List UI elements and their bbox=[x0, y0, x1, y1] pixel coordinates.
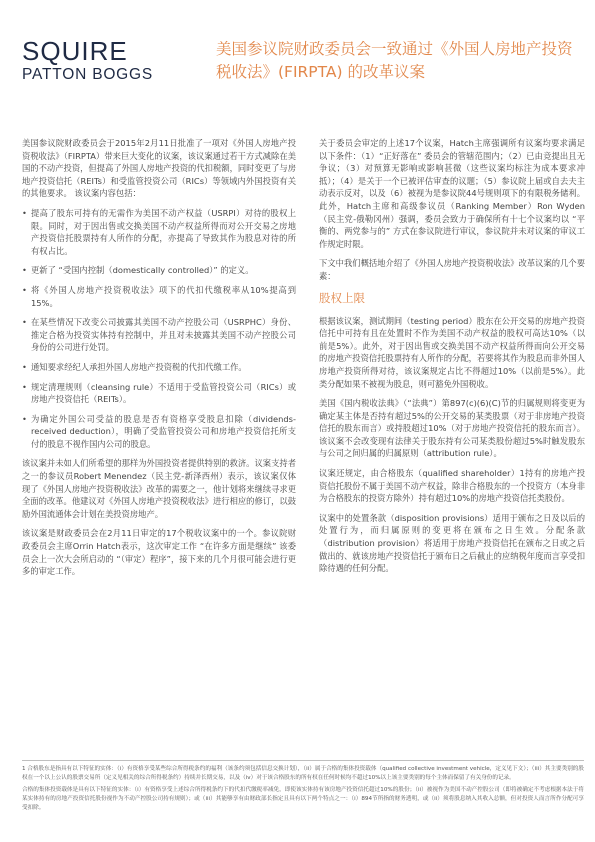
summary-intro-paragraph: 下文中我们概括地介绍了《外国人房地产投资税收法》改革议案的几个要素： bbox=[319, 258, 585, 281]
effective-date-paragraph: 议案中的处置条款（disposition provisions）适用于颁布之日及以后的处置行为，而归属原则的变更将在颁布之日生效。分配条款（distribution provision）将适用于房地产投资信托在颁布之日或之后做出的、就该房地产投资信托于颁布日之后截止的应纳税年度而言享受扣除待遇的任何分配。 bbox=[319, 512, 585, 574]
conditions-paragraph: 关于委员会审定的上述17个议案，Hatch主席强调所有议案均要求满足以下条件：（1）“正好落在” 委员会的管辖范围内；（2）已由竞提出且无争议；（3）对预算无影响或影响甚微（这些议案均标注为成本要求冲抵）；（4）是关于一个已被评估审查的议题；（5）参议院上届或自去夫主动表示反对，以及（6）被视为是参议院44号规则项下的有限税务储利。此外，Hatch主席和高级参议员（Ranking Member）Ron Wyden（民主党-俄勒冈州）强调，委员会致力于确保所有十七个议案均以 “平衡的、两党参与的” 方式在参议院进行审议，参议院并未对议案的审议工作规定时限。 bbox=[319, 138, 585, 249]
left-column bbox=[22, 137, 296, 585]
committee-paragraph: 该议案是财政委员会在2月11日审定的17个税收议案中的一个。参议院财政委员会主席Orrin Hatch表示，这次审定工作 “在许多方面是继续” 该委员会上一次大会所启动的 “（审定）程序”，接下来的几个月很可能会进行更多的审定工作。 bbox=[22, 528, 296, 577]
list-item: • 提高了股东可持有的无需作为美国不动产权益（USRPI）对待的股权上限。同时，对于因出售或交换美国不动产权益所得而对公开交易之房地产投资信托股票持有人所作的分配，亦提高了导致其作为股息对待的所有权占比。 bbox=[22, 207, 296, 257]
proposal-bullet-list bbox=[22, 207, 296, 451]
menendez-paragraph: 该议案并未如人们所希望的那样为外国投资者提供特别的救济。议案支持者之一的参议员Robert Menendez（民主党-新泽西州）表示，该议案仅体现了《外国人房地产投资税收法》改革的需要之一，他计划将来继续寻求更全面的改革。他建议对《外国人房地产投资税收法》进行相应的修订，以鼓励外国流通体会计划在美投资房地产。 bbox=[22, 458, 296, 519]
list-item: • 通知要求经纪人承担外国人房地产投资税的代扣代缴工作。 bbox=[22, 361, 296, 374]
footnote: 合格的集体投资载体是具有以下特征的实体：（i）有资格享受上述综合所得税条约下的代扣代缴税率减免，即使该实体持有该房地产投资信托超过10%的股份；（ii）被视作为美国不动产控股公司（即将被确定不考虑根据本法于将某实体持有的房地产投资信托股份视作为不动产控股公司持有规则）；或（iii）其能够享有由财政部长指定且具有以下两个特点之一：（i）894节所指的财务透明，或（ii）须将股息纳入其收入总额，但对投资人而言所作分配可享受扣除。 bbox=[22, 787, 584, 811]
footnote: 1 合格股东是指具有以下特征的实体：（i）有资格享受某些综合所得税条约的福利（该条约须包括信息交换计划），（ii）属于合格的集体投资载体（qualified collective investment vehicle，定义见下文）；（iii）其主要类别的股权在一个以上公认的股票交易所（定义见相关的综合所得税条约）持续并长期交易，以及（iv）对于该合格股东的所有权在任何时候均不超过10%以上该主要类别的每个主体而保留了有关身份的记录。 bbox=[22, 766, 584, 781]
list-item: • 更新了 “受国内控制（domestically controlled）” 的定义。 bbox=[22, 264, 296, 277]
logo-line-1: SQUIRE bbox=[22, 36, 128, 66]
footnote-divider bbox=[22, 760, 584, 761]
company-logo bbox=[22, 38, 153, 84]
list-item: • 规定清理规则（cleansing rule）不适用于受监管投资公司（RICs）或房地产投资信托（REITs）。 bbox=[22, 381, 296, 406]
page-title: 美国参议院财政委员会一致通过《外国人房地产投资税收法》(FIRPTA) 的改革议案 bbox=[216, 40, 573, 81]
list-item: • 将《外国人房地产投资税收法》项下的代扣代缴税率从10%提高到15%。 bbox=[22, 284, 296, 309]
ownership-cap-paragraph: 根据该议案，测试期间（testing period）股东在公开交易的房地产投资信托中可持有且在处置时不作为美国不动产权益的股权可高达10%（以前是5%）。此外，对于因出售或交换美国不动产权益所得而向公开交易的房地产投资信托股票持有人所作的分配，若要将其作为股息而非外国人房地产投资所得对待，该议案规定占比不得超过10%（以前是5%）。此类分配如果不被视为股息，则可豁免外国税收。 bbox=[319, 315, 585, 389]
list-item: • 为确定外国公司受益的股息是否有资格享受股息扣除（dividends-received deduction），明确了受监管投资公司和房地产投资信托所支付的股息不视作国内公司的股息。 bbox=[22, 413, 296, 451]
intro-paragraph: 美国参议院财政委员会于2015年2月11日批准了一项对《外国人房地产投资税收法》（FIRPTA）带来巨大变化的议案，该议案通过若干方式减除在美国的不动产投资，但提高了外国人房地产投资的代扣税额，同时变更了与房地产投资信托（REITs）和受监管投资公司（RICs）等领域内外国投资有关的其他要求。 该议案内容包括： bbox=[22, 138, 296, 199]
logo-line-2: PATTON BOGGS bbox=[22, 66, 154, 83]
attribution-rule-paragraph: 美国《国内税收法典》（“法典”）第897(c)(6)(C)节的归属规则将变更为确定某主体是否持有超过5%的公开交易的某类股票（对于非房地产投资信托的股东而言）或持股超过10%（对于房地产投资信托的股东而言）。该议案不会改变现有法律关于股东持有公司某类股份超过5%时触发股东与公司之间归属的归属原则（attribution rule）。 bbox=[319, 398, 585, 459]
qualified-shareholder-paragraph: 议案还规定，由合格股东（qualified shareholder）1持有的房地产投资信托股份不属于美国不动产权益，除非合格股东的一个投资方（本身非为合格股东的投资方除外）持有超过10%的房地产投资信托类股份。 bbox=[319, 468, 585, 504]
list-item: • 在某些情况下改变公司披露其美国不动产控股公司（USRPHC）身份、推定合格为投资实体持有控制中，并且对未披露其美国不动产控股公司身份的公司进行处罚。 bbox=[22, 316, 296, 354]
footnotes bbox=[22, 765, 584, 816]
section-heading-ownership-cap: 股权上限 bbox=[319, 290, 365, 305]
right-column bbox=[319, 137, 585, 582]
